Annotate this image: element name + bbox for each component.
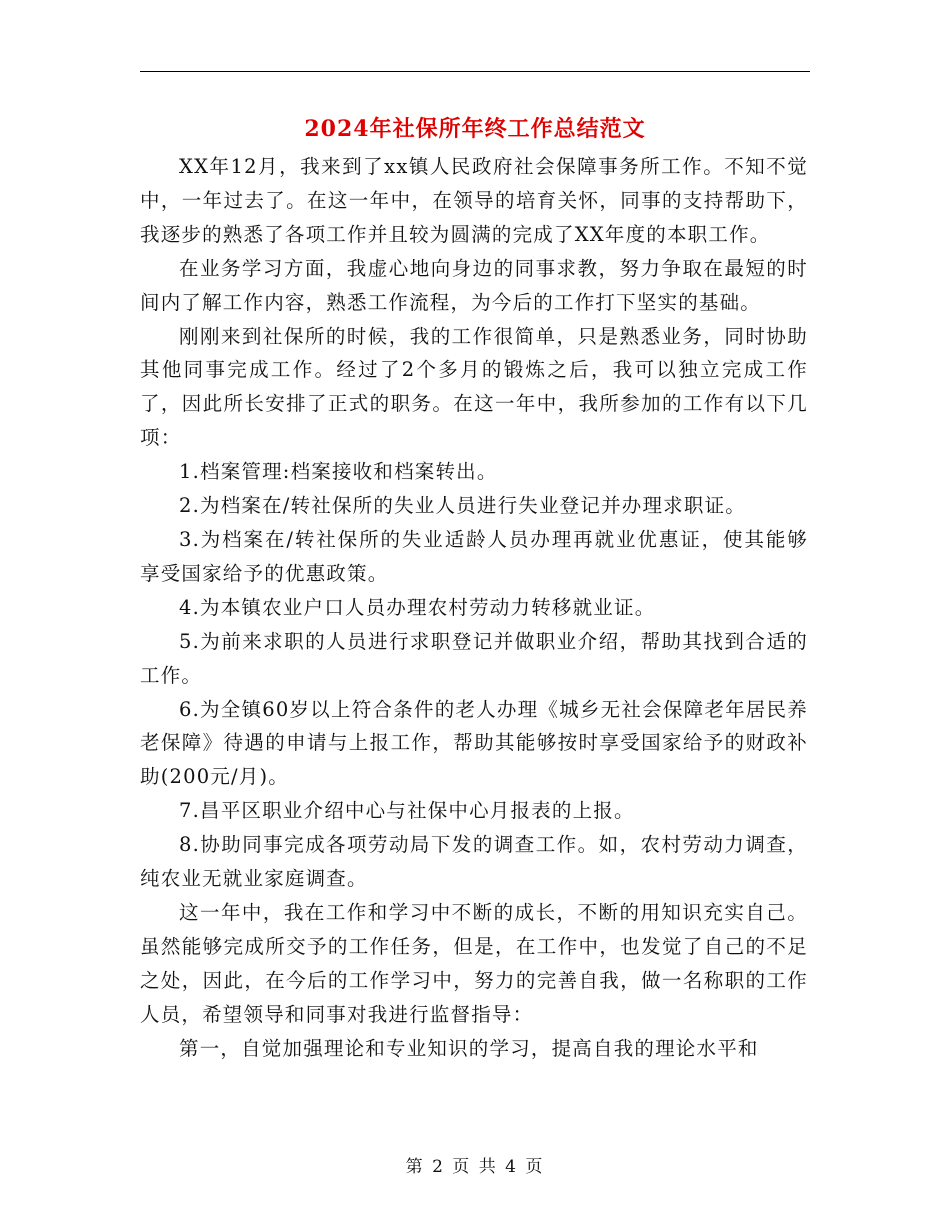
list-item: 5.为前来求职的人员进行求职登记并做职业介绍，帮助其找到合适的工作。 bbox=[140, 629, 808, 687]
page-footer: 第 2 页 共 4 页 bbox=[405, 1157, 545, 1177]
paragraph: 在业务学习方面，我虚心地向身边的同事求教，努力争取在最短的时间内了解工作内容，熟悉工作流程，为今后的工作打下坚实的基础。 bbox=[140, 256, 808, 314]
paragraph: 第一，自觉加强理论和专业知识的学习，提高自我的理论水平和 bbox=[179, 1036, 759, 1060]
paragraph: 刚刚来到社保所的时候，我的工作很简单，只是熟悉业务，同时协助其他同事完成工作。经过了2个多月的锻炼之后，我可以独立完成工作了，因此所长安排了正式的职务。在这一年中，我所参加的工作有以下几项： bbox=[140, 324, 808, 450]
list-item: 2.为档案在/转社保所的失业人员进行失业登记并办理求职证。 bbox=[179, 494, 746, 518]
document-title: 2024年社保所年终工作总结范文 bbox=[304, 116, 646, 142]
paragraph: XX年12月，我来到了xx镇人民政府社会保障事务所工作。不知不觉中，一年过去了。在这一年中，在领导的培育关怀，同事的支持帮助下，我逐步的熟悉了各项工作并且较为圆满的完成了XX年度的本职工作。 bbox=[140, 155, 808, 246]
paragraph: 这一年中，我在工作和学习中不断的成长，不断的用知识充实自己。虽然能够完成所交予的工作任务，但是，在工作中，也发觉了自己的不足之处，因此，在今后的工作学习中，努力的完善自我，做一名称职的工作人员，希望领导和同事对我进行监督指导： bbox=[140, 900, 808, 1026]
list-item: 6.为全镇60岁以上符合条件的老人办理《城乡无社会保障老年居民养老保障》待遇的申请与上报工作，帮助其能够按时享受国家给予的财政补助(200元/月)。 bbox=[140, 697, 808, 789]
list-item: 1.档案管理:档案接收和档案转出。 bbox=[179, 460, 498, 484]
list-item: 8.协助同事完成各项劳动局下发的调查工作。如，农村劳动力调查，纯农业无就业家庭调查。 bbox=[140, 833, 808, 891]
list-item: 4.为本镇农业户口人员办理农村劳动力转移就业证。 bbox=[179, 595, 656, 619]
list-item: 3.为档案在/转社保所的失业适龄人员办理再就业优惠证，使其能够享受国家给予的优惠政策。 bbox=[140, 527, 808, 585]
document-body bbox=[140, 150, 808, 1065]
list-item: 7.昌平区职业介绍中心与社保中心月报表的上报。 bbox=[179, 799, 635, 823]
header-rule bbox=[140, 71, 810, 72]
